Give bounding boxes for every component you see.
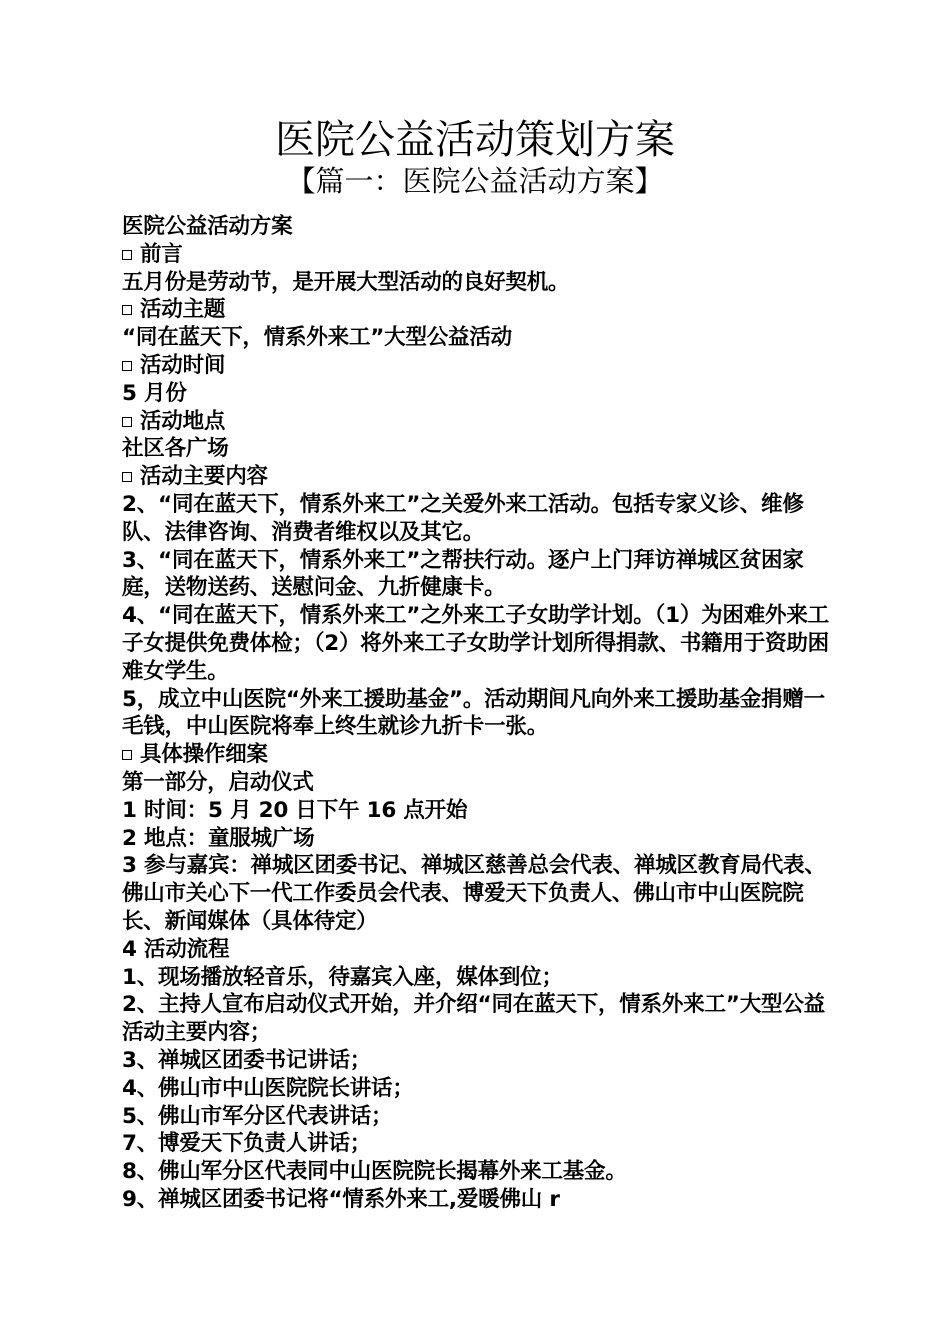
part1-time: 1 时间：5 月 20 日下午 16 点开始	[122, 797, 468, 823]
location-heading-line	[116, 408, 838, 436]
checkbox-square-icon	[122, 750, 132, 760]
detail-heading-line	[116, 741, 838, 769]
flow-item: 2、主持人宣布启动仪式开始，并介绍“同在蓝天下，情系外来工”大型公益活动主要内容；	[122, 992, 825, 1046]
checkbox-square-icon	[122, 250, 132, 260]
content-item: 3、“同在蓝天下，情系外来工”之帮扶行动。逐户上门拜访禅城区贫困家庭，送物送药、送慰问金、九折健康卡。	[122, 547, 804, 601]
content-item: 4、“同在蓝天下，情系外来工”之外来工子女助学计划。（1）为困难外来工子女提供免费体检；（2）将外来工子女助学计划所得捐款、书籍用于资助困难女学生。	[122, 603, 829, 684]
document-body	[116, 213, 838, 1214]
flow-item: 4、佛山市中山医院院长讲话；	[122, 1075, 414, 1101]
checkbox-square-icon	[122, 305, 132, 315]
preface-heading-line	[116, 241, 838, 269]
flow-item: 1、现场播放轻音乐，待嘉宾入座，媒体到位；	[122, 964, 563, 990]
checkbox-square-icon	[122, 417, 132, 427]
preface-heading: 前言	[140, 241, 183, 267]
location-text: 社区各广场	[122, 436, 229, 462]
time-text: 5 月份	[122, 380, 187, 406]
theme-heading: 活动主题	[140, 297, 226, 323]
document-title: 医院公益活动策划方案	[275, 117, 675, 163]
location-heading: 活动地点	[140, 408, 226, 434]
checkbox-square-icon	[122, 361, 132, 371]
content-heading: 活动主要内容	[140, 464, 268, 490]
part1-flow-title: 4 活动流程	[122, 936, 230, 962]
part1-place: 2 地点：童服城广场	[122, 825, 315, 851]
document-subtitle: 【篇一：医院公益活动方案】	[286, 164, 664, 198]
theme-heading-line	[116, 296, 838, 324]
checkbox-square-icon	[122, 472, 132, 482]
time-heading: 活动时间	[140, 352, 226, 378]
flow-item: 7、博爱天下负责人讲话；	[122, 1131, 372, 1157]
flow-item: 5、佛山市军分区代表讲话；	[122, 1103, 393, 1129]
theme-text: “同在蓝天下，情系外来工”大型公益活动	[122, 325, 512, 351]
content-item: 2、“同在蓝天下，情系外来工”之关爱外来工活动。包括专家义诊、维修队、法律咨询、消费者维权以及其它。	[122, 491, 804, 545]
section-heading: 医院公益活动方案	[122, 214, 293, 239]
part1-title: 第一部分，启动仪式	[122, 769, 314, 795]
time-heading-line	[116, 352, 838, 380]
flow-item: 8、佛山军分区代表同中山医院院长揭幕外来工基金。	[122, 1159, 627, 1185]
detail-heading: 具体操作细案	[140, 742, 268, 768]
part1-guests: 3 参与嘉宾：禅城区团委书记、禅城区慈善总会代表、禅城区教育局代表、佛山市关心下一代工作委员会代表、博爱天下负责人、佛山市中山医院院长、新闻媒体（具体待定）	[122, 853, 826, 934]
flow-item: 3、禅城区团委书记讲话；	[122, 1047, 372, 1073]
preface-text: 五月份是劳动节，是开展大型活动的良好契机。	[122, 269, 570, 295]
flow-item: 9、禅城区团委书记将“情系外来工,爱暖佛山 r	[122, 1186, 560, 1212]
content-item: 5，成立中山医院“外来工援助基金”。活动期间凡向外来工援助基金捐赠一毛钱，中山医院将奉上终生就诊九折卡一张。	[122, 686, 825, 740]
content-heading-line	[116, 463, 838, 491]
